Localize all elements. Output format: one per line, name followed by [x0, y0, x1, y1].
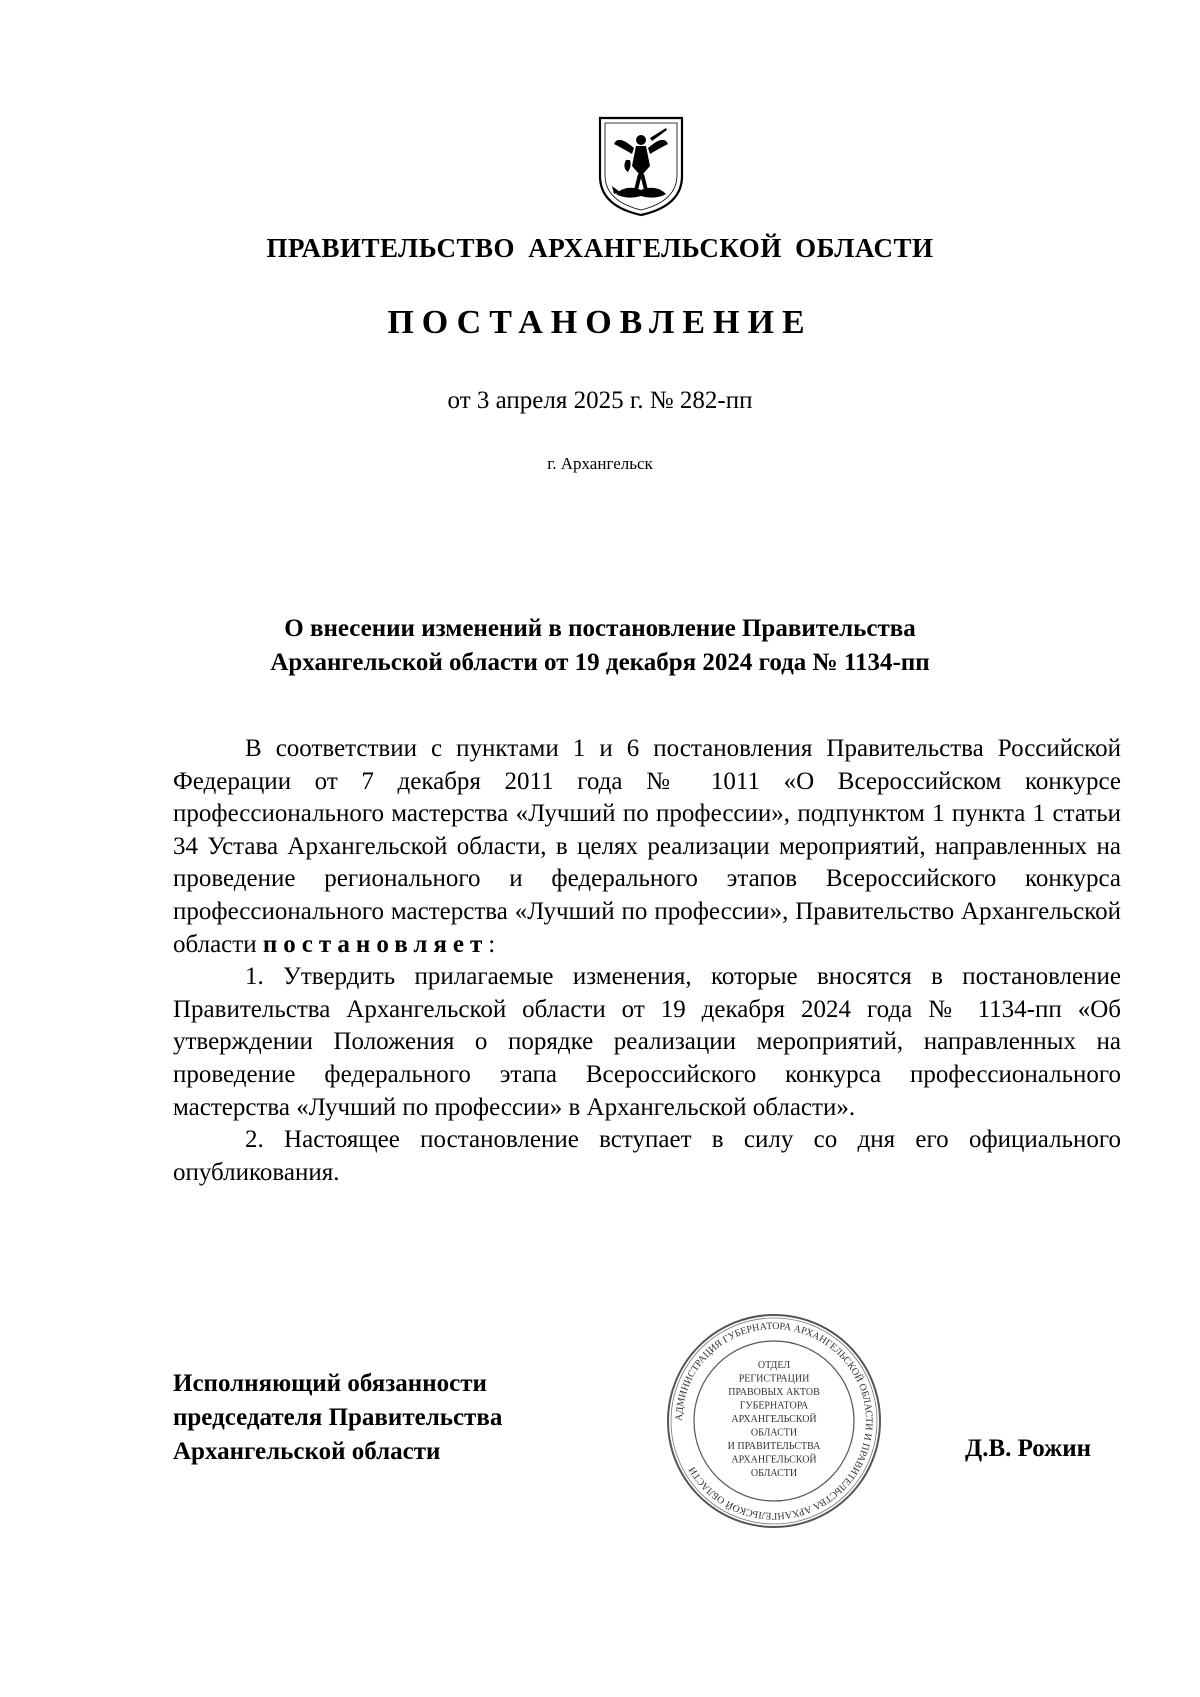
organization-title: ПРАВИТЕЛЬСТВО АРХАНГЕЛЬСКОЙ ОБЛАСТИ — [266, 233, 934, 263]
coat-of-arms-icon — [596, 114, 686, 218]
stamp-center-line: РЕГИСТРАЦИИ — [738, 1373, 810, 1385]
subject-line-1: О внесении изменений в постановление Правительства — [284, 615, 916, 642]
stamp-center-line: АРХАНГЕЛЬСКОЙ — [731, 1454, 817, 1466]
document-subject — [220, 612, 980, 680]
item-1-paragraph: 1. Утвердить прилагаемые изменения, которые вносятся в постановление Правительства Архангельской области от 19 декабря 2024 года № 1134-пп «Об утверждении Положения о порядке реализации мероприятий, направленных на проведение федерального этапа Всероссийского конкурса профессионального мастерства «Лучший по профессии» в Архангельской области». — [173, 963, 1121, 1121]
stamp-center-line: ПРАВОВЫХ АКТОВ — [728, 1387, 820, 1398]
document-date-number: от 3 апреля 2025 г. № 282-пп — [447, 387, 753, 414]
stamp-center-line: ГУБЕРНАТОРА — [739, 1400, 809, 1412]
decides-colon: : — [488, 930, 496, 958]
signatory-name: Д.В. Рожин — [965, 1435, 1092, 1462]
preamble-text: В соответствии с пунктами 1 и 6 постановления Правительства Российской Федерации от 7 декабря 2011 года № 1011 «О Всероссийском конкурсе профессионального мастерства «Лучший по профессии», подпунктом 1 пункта 1 статьи 34 Устава Архангельской области, в целях реализации мероприятий, направленных на проведение регионального и федерального этапов Всероссийского конкурса профессионального мастерства «Лучший по профессии», Правительство Архангельской области — [173, 735, 1121, 958]
preamble-paragraph — [173, 733, 1121, 961]
decides-word: постановляет — [262, 930, 489, 958]
document-type: ПОСТАНОВЛЕНИЕ — [387, 304, 813, 341]
stamp-center-line: ОТДЕЛ — [757, 1360, 791, 1371]
item-2-paragraph: 2. Настоящее постановление вступает в силу со дня его официального опубликования. — [173, 1126, 1121, 1186]
stamp-center-line: И ПРАВИТЕЛЬСТВА — [727, 1441, 821, 1452]
document-body — [173, 733, 1121, 1189]
official-stamp-icon — [664, 1311, 884, 1531]
stamp-center-line: ОБЛАСТИ — [750, 1468, 798, 1479]
subject-line-2: Архангельской области от 19 декабря 2024 года № 1134-пп — [270, 649, 930, 676]
signatory-position — [173, 1367, 502, 1469]
stamp-center-line: ОБЛАСТИ — [750, 1427, 798, 1439]
signatory-position-line-2: председателя Правительства — [173, 1404, 503, 1431]
signatory-position-line-1: Исполняющий обязанности — [173, 1370, 487, 1397]
document-city: г. Архангельск — [547, 454, 653, 473]
stamp-ring-text: АДМИНИСТРАЦИЯ ГУБЕРНАТОРА АРХАНГЕЛЬСКОЙ ОБЛАСТИ И ПРАВИТЕЛЬСТВА АРХАНГЕЛЬСКОЙ ОБЛАСТИ — [673, 1320, 875, 1522]
signatory-position-line-3: Архангельской области — [173, 1438, 441, 1465]
stamp-center-line: АРХАНГЕЛЬСКОЙ — [731, 1414, 817, 1425]
